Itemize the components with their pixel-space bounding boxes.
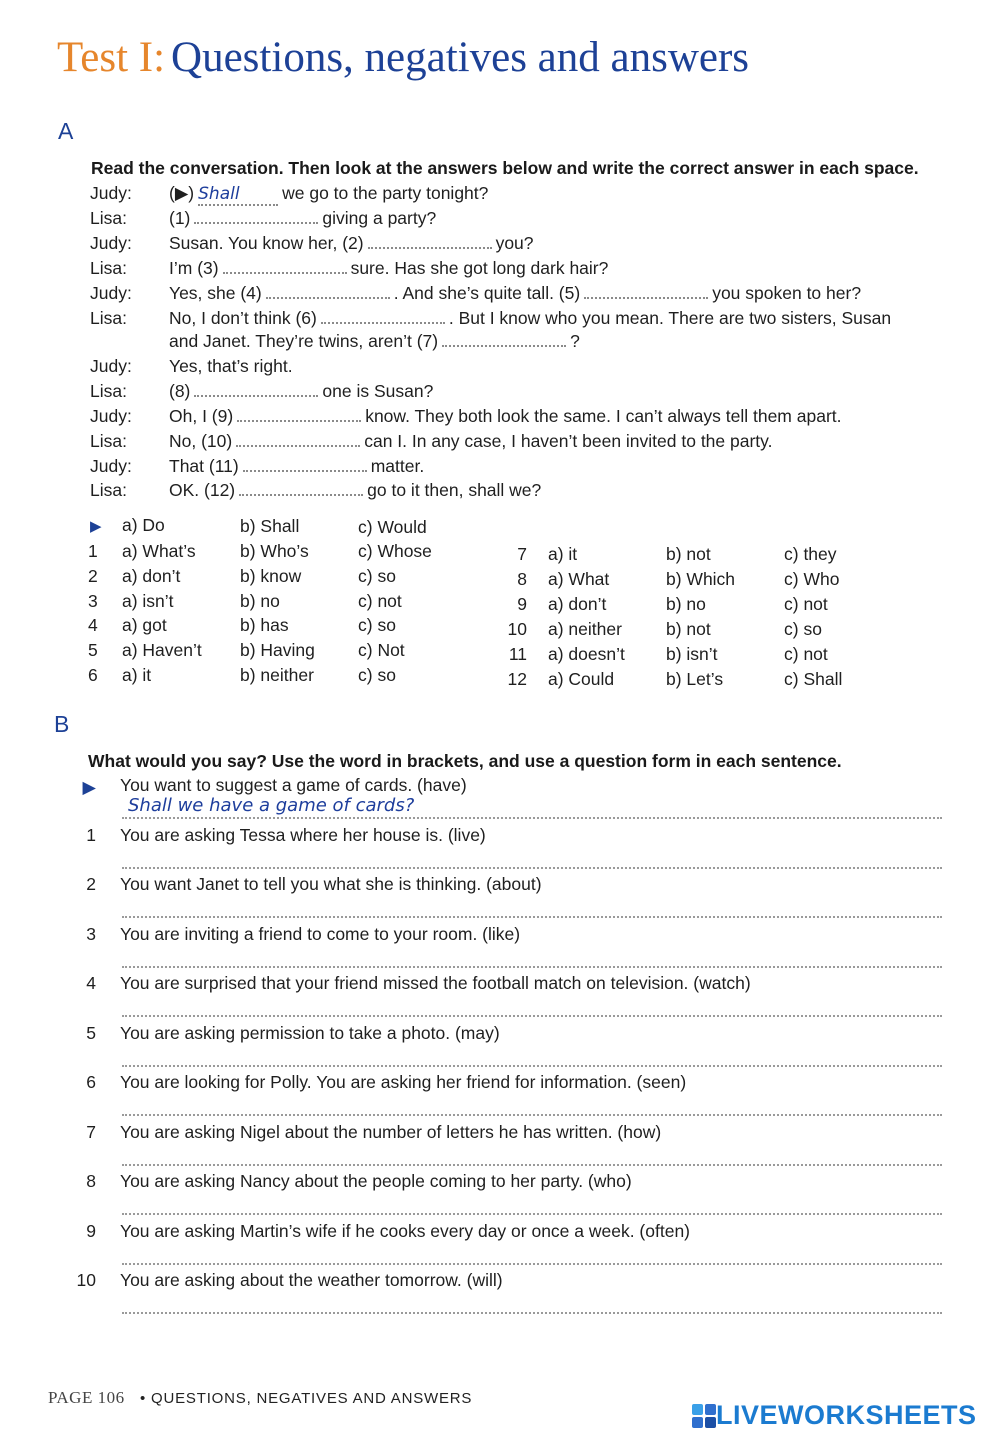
test-label: Test I: bbox=[57, 34, 166, 81]
speaker-name: Lisa: bbox=[90, 258, 127, 278]
utterance-text: (1) bbox=[169, 208, 191, 228]
answer-blank[interactable] bbox=[266, 284, 390, 299]
option-b: b) neither bbox=[240, 665, 314, 685]
option-a: a) doesn’t bbox=[548, 644, 625, 664]
question-text: You are asking Tessa where her house is. (live) bbox=[120, 825, 486, 845]
question-item bbox=[0, 1122, 1000, 1171]
option-a: a) Haven’t bbox=[122, 640, 202, 660]
question-text: You are asking Nancy about the people coming to her party. (who) bbox=[120, 1171, 632, 1191]
question-item bbox=[0, 924, 1000, 973]
utterance-text: we go to the party tonight? bbox=[282, 183, 489, 203]
section-b-letter: B bbox=[54, 711, 70, 737]
option-a: a) Could bbox=[548, 669, 615, 689]
option-a: a) neither bbox=[548, 619, 622, 639]
speaker-name: Judy: bbox=[90, 283, 132, 303]
option-c: c) so bbox=[784, 619, 822, 639]
option-c: c) Whose bbox=[358, 541, 432, 561]
answer-line[interactable] bbox=[122, 867, 942, 869]
answer-line[interactable] bbox=[122, 1263, 942, 1265]
utterance-text: sure. Has she got long dark hair? bbox=[350, 258, 609, 278]
speaker-name: Judy: bbox=[90, 406, 132, 426]
utterance-text: you? bbox=[495, 233, 534, 253]
option-b: b) isn’t bbox=[666, 644, 718, 664]
option-c: c) Would bbox=[358, 517, 427, 537]
utterance-text: That (11) bbox=[169, 456, 239, 476]
question-number: 8 bbox=[86, 1171, 96, 1191]
utterance bbox=[169, 208, 436, 229]
question-number: 9 bbox=[86, 1221, 96, 1241]
speaker-name: Judy: bbox=[90, 356, 132, 376]
page-number: PAGE 106 bbox=[48, 1388, 125, 1407]
answer-line[interactable] bbox=[122, 916, 942, 918]
logo-text: LIVEWORKSHEETS bbox=[716, 1400, 977, 1430]
utterance-text: can I. In any case, I haven’t been invited to the party. bbox=[364, 431, 773, 451]
option-b: b) has bbox=[240, 615, 289, 635]
example-answer: Shall bbox=[198, 184, 240, 204]
answer-blank[interactable] bbox=[194, 382, 318, 397]
utterance bbox=[169, 283, 861, 304]
section-a-letter: A bbox=[58, 118, 74, 144]
speaker-name: Judy: bbox=[90, 183, 132, 203]
utterance bbox=[169, 480, 541, 501]
utterance bbox=[169, 183, 488, 206]
example-marker: ▶ bbox=[90, 518, 102, 535]
question-number: 3 bbox=[86, 924, 96, 944]
option-number: 10 bbox=[507, 619, 527, 639]
speaker-name: Lisa: bbox=[90, 480, 127, 500]
utterance-text: giving a party? bbox=[322, 208, 437, 228]
utterance-text: Oh, I (9) bbox=[169, 406, 234, 426]
speaker-name: Judy: bbox=[90, 233, 132, 253]
answer-blank[interactable] bbox=[321, 309, 445, 324]
answer-line[interactable] bbox=[122, 1065, 942, 1067]
answer-line[interactable] bbox=[122, 1312, 942, 1314]
utterance-text: go to it then, shall we? bbox=[367, 480, 542, 500]
question-number: 4 bbox=[86, 973, 96, 993]
utterance-text: ? bbox=[570, 331, 580, 351]
question-text: You are asking Martin’s wife if he cooks every day or once a week. (often) bbox=[120, 1221, 691, 1241]
answer-blank[interactable] bbox=[368, 234, 492, 249]
question-item bbox=[0, 874, 1000, 923]
option-a: a) Do bbox=[122, 515, 165, 535]
utterance-text: . And she’s quite tall. (5) bbox=[393, 283, 581, 303]
question-text: You want Janet to tell you what she is thinking. (about) bbox=[120, 874, 542, 894]
speaker-name: Lisa: bbox=[90, 431, 127, 451]
option-a: a) it bbox=[122, 665, 152, 685]
page-title bbox=[57, 36, 749, 79]
speaker-name: Lisa: bbox=[90, 381, 127, 401]
utterance-text: you spoken to her? bbox=[712, 283, 862, 303]
question-text: You want to suggest a game of cards. (have) bbox=[120, 775, 467, 795]
option-b: b) Who’s bbox=[240, 541, 309, 561]
option-c: c) not bbox=[784, 594, 828, 614]
question-number: 2 bbox=[86, 874, 96, 894]
question-item bbox=[0, 1023, 1000, 1072]
answer-blank[interactable] bbox=[194, 209, 318, 224]
option-b: b) Which bbox=[666, 569, 736, 589]
option-a: a) isn’t bbox=[122, 591, 174, 611]
option-b: b) no bbox=[666, 594, 706, 614]
question-number: 7 bbox=[86, 1122, 96, 1142]
answer-line[interactable] bbox=[122, 1164, 942, 1166]
utterance-text: OK. (12) bbox=[169, 480, 236, 500]
option-a: a) What bbox=[548, 569, 610, 589]
option-c: c) Not bbox=[358, 640, 405, 660]
liveworksheets-logo[interactable] bbox=[692, 1400, 977, 1431]
option-number: 1 bbox=[88, 541, 98, 561]
option-c: c) so bbox=[358, 566, 396, 586]
speaker-name: Judy: bbox=[90, 456, 132, 476]
logo-icon bbox=[692, 1404, 716, 1428]
option-number: 2 bbox=[88, 566, 98, 586]
speaker-name: Lisa: bbox=[90, 308, 127, 328]
utterance-text: know. They both look the same. I can’t always tell them apart. bbox=[365, 406, 842, 426]
option-b: b) Shall bbox=[240, 516, 300, 536]
option-number: 11 bbox=[508, 644, 527, 664]
answer-blank[interactable] bbox=[239, 481, 363, 496]
option-number: 9 bbox=[517, 594, 527, 614]
utterance bbox=[169, 356, 293, 377]
option-a: a) don’t bbox=[548, 594, 607, 614]
option-number: 3 bbox=[88, 591, 98, 611]
option-b: b) not bbox=[666, 544, 711, 564]
utterance-text: matter. bbox=[370, 456, 425, 476]
question-item bbox=[0, 1072, 1000, 1121]
option-number: 5 bbox=[88, 640, 98, 660]
question-number: 6 bbox=[86, 1072, 96, 1092]
test-title: Questions, negatives and answers bbox=[171, 34, 750, 81]
answer-blank[interactable] bbox=[223, 259, 347, 274]
utterance-text: . But I know who you mean. There are two sisters, Susan bbox=[448, 308, 892, 328]
answer-blank[interactable] bbox=[198, 183, 278, 206]
utterance-text: (8) bbox=[169, 381, 191, 401]
question-item bbox=[0, 1171, 1000, 1220]
utterance-text: (▶) bbox=[169, 183, 195, 203]
option-a: a) don’t bbox=[122, 566, 181, 586]
utterance-text: Yes, she (4) bbox=[169, 283, 262, 303]
answer-blank[interactable] bbox=[442, 332, 566, 347]
option-b: b) Having bbox=[240, 640, 315, 660]
option-a: a) What’s bbox=[122, 541, 196, 561]
utterance-text: No, I don’t think (6) bbox=[169, 308, 317, 328]
utterance-text: No, (10) bbox=[169, 431, 233, 451]
question-item bbox=[0, 1221, 1000, 1270]
option-c: c) so bbox=[358, 615, 396, 635]
question-number: 5 bbox=[86, 1023, 96, 1043]
utterance bbox=[169, 308, 891, 329]
utterance-text: and Janet. They’re twins, aren’t (7) bbox=[169, 331, 439, 351]
answer-line[interactable] bbox=[122, 1213, 942, 1215]
option-b: b) not bbox=[666, 619, 711, 639]
question-item bbox=[0, 825, 1000, 874]
answer-blank[interactable] bbox=[236, 432, 360, 447]
option-c: c) so bbox=[358, 665, 396, 685]
question-text: You are asking permission to take a photo. (may) bbox=[120, 1023, 500, 1043]
example-answer: Shall we have a game of cards? bbox=[128, 795, 415, 816]
utterance bbox=[169, 258, 608, 279]
answer-blank[interactable] bbox=[237, 407, 361, 422]
speaker-name: Lisa: bbox=[90, 208, 127, 228]
question-text: You are looking for Polly. You are asking her friend for information. (seen) bbox=[120, 1072, 687, 1092]
section-a-instruction: Read the conversation. Then look at the answers below and write the correct answer in each space. bbox=[91, 158, 919, 178]
answer-blank[interactable] bbox=[243, 457, 367, 472]
utterance bbox=[169, 331, 580, 352]
footer-section-title: • QUESTIONS, NEGATIVES AND ANSWERS bbox=[140, 1390, 473, 1407]
utterance bbox=[169, 406, 842, 427]
utterance-text: Susan. You know her, (2) bbox=[169, 233, 364, 253]
section-b-instruction: What would you say? Use the word in brackets, and use a question form in each sentence. bbox=[88, 751, 842, 771]
question-item bbox=[0, 973, 1000, 1022]
option-number: 6 bbox=[88, 665, 98, 685]
answer-line[interactable] bbox=[122, 1015, 942, 1017]
option-c: c) not bbox=[784, 644, 828, 664]
question-number: 1 bbox=[86, 825, 96, 845]
question-text: You are surprised that your friend missed the football match on television. (watch) bbox=[120, 973, 751, 993]
utterance-text: I’m (3) bbox=[169, 258, 219, 278]
option-b: b) no bbox=[240, 591, 280, 611]
utterance bbox=[169, 431, 772, 452]
option-a: a) it bbox=[548, 544, 578, 564]
question-text: You are asking about the weather tomorrow. (will) bbox=[120, 1270, 503, 1290]
utterance-text: Yes, that’s right. bbox=[169, 356, 293, 376]
option-number: 12 bbox=[507, 669, 527, 689]
option-b: b) Let’s bbox=[666, 669, 724, 689]
option-b: b) know bbox=[240, 566, 302, 586]
question-number: 10 bbox=[76, 1270, 96, 1290]
question-item bbox=[0, 1270, 1000, 1319]
utterance bbox=[169, 233, 534, 254]
utterance bbox=[169, 381, 433, 402]
option-number: 7 bbox=[517, 544, 527, 564]
option-number: 8 bbox=[517, 569, 527, 589]
example-marker: ▶ bbox=[82, 777, 96, 797]
utterance bbox=[169, 456, 424, 477]
answer-line[interactable] bbox=[122, 966, 942, 968]
question-item bbox=[0, 775, 1000, 824]
option-c: c) Who bbox=[784, 569, 840, 589]
utterance-text: one is Susan? bbox=[322, 381, 434, 401]
option-a: a) got bbox=[122, 615, 167, 635]
option-c: c) they bbox=[784, 544, 837, 564]
question-text: You are asking Nigel about the number of letters he has written. (how) bbox=[120, 1122, 662, 1142]
answer-line[interactable] bbox=[122, 1114, 942, 1116]
question-text: You are inviting a friend to come to your room. (like) bbox=[120, 924, 521, 944]
option-c: c) not bbox=[358, 591, 402, 611]
answer-blank[interactable] bbox=[584, 284, 708, 299]
option-number: 4 bbox=[88, 615, 98, 635]
option-c: c) Shall bbox=[784, 669, 843, 689]
answer-line[interactable] bbox=[122, 817, 942, 819]
